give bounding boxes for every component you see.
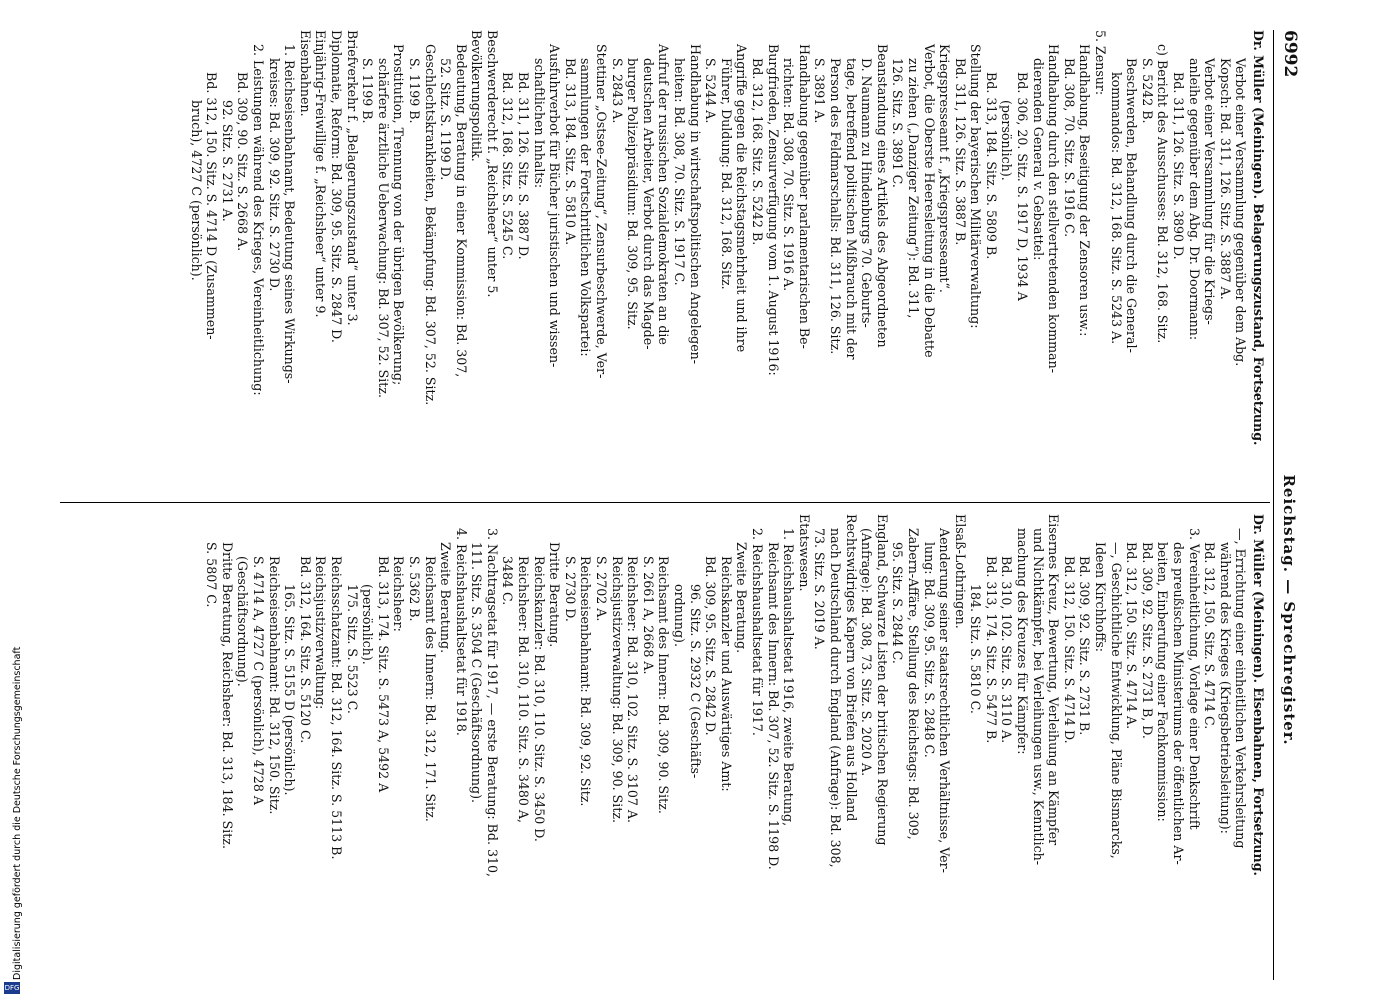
- index-line: Verbot einer Versammlung für die Kriegs-: [1202, 58, 1218, 325]
- index-line: Handhabung gegenüber parlamentarischen Be-: [796, 44, 812, 349]
- header-rule: [1273, 30, 1274, 980]
- index-line: (Anfrage): Bd. 308, 73. Sitz. S. 2020 A.: [859, 528, 875, 777]
- index-line: zu ziehen („Danziger Zeitung“): Bd. 311,: [905, 58, 921, 319]
- index-line: Burgfrieden, Zensurverfügung vom 1. August 1916:: [765, 44, 781, 376]
- index-line: Reichsamt des Innern: Bd. 312, 171. Sitz.: [422, 556, 438, 822]
- index-line: Verbot, die Oberste Heeresleitung in die Debatte: [921, 44, 937, 358]
- index-line: Bd. 313, 184. Sitz. S. 5809 B.: [983, 72, 999, 260]
- index-line: Elsaß-Lothringen.: [952, 514, 968, 629]
- index-line: 1. Reichshaushaltsetat 1916, zweite Beratung,: [781, 528, 797, 827]
- index-line: 3. Vereinheitlichung, Vorlage einer Denkschrift: [1186, 528, 1202, 830]
- index-line: Diplomatie, Reform: Bd. 309, 95. Sitz. S. 2847 D.: [328, 30, 344, 343]
- index-line: Bedeutung, Beratung in einer Kommission: Bd. 307,: [453, 44, 469, 378]
- page-number: 6992: [1280, 30, 1300, 78]
- index-line: (Geschäftsordnung).: [235, 556, 251, 687]
- index-line: S. 5362 B.: [406, 556, 422, 622]
- index-line: 52. Sitz. S. 1199 D.: [438, 58, 454, 181]
- index-line: 4. Reichshaushaltsetat für 1918.: [453, 528, 469, 736]
- index-line: Bd. 312, 168. Sitz. S. 5242 B.: [750, 58, 765, 246]
- index-line: Bd. 309, 90. Sitz. S. 2668 A.: [235, 72, 251, 252]
- index-line: Briefverkehr f. „Belagerungszustand“ unter 3.: [344, 30, 360, 326]
- index-line: Rechtswidriges Kapern von Briefen aus Holland: [843, 514, 859, 822]
- index-line: (persönlich).: [360, 584, 376, 665]
- index-line: Prostitution, Trennung von der übrigen Bevölkerung;: [391, 44, 407, 386]
- index-line: Stettiner „Ostsee-Zeitung“, Zensurbeschwerde, Ver-: [594, 44, 610, 379]
- index-line: Führer, Duldung: Bd. 312, 168. Sitz.: [718, 58, 734, 290]
- index-line: Reichsschatzamt: Bd. 312, 164. Sitz. S. 5113 B.: [328, 556, 344, 860]
- index-line: sammlungen der Fortschrittlichen Volkspartei:: [578, 58, 594, 357]
- index-line: Handhabung durch den stellvertretenden komman-: [1046, 44, 1062, 373]
- index-line: S. 5807 C.: [204, 542, 220, 608]
- index-line: Bd. 309, 95. Sitz. S. 2842 D.: [703, 556, 719, 736]
- index-line: 184. Sitz. S. 5810 C.: [968, 584, 984, 714]
- index-line: ordnung).: [672, 584, 688, 647]
- index-line: 73. Sitz. S. 2019 A.: [812, 528, 828, 650]
- index-line: Bd. 306, 20. Sitz. S. 1917 D, 1934 A: [1015, 72, 1031, 301]
- index-line: beiten, Einberufung einer Fachkommission:: [1155, 542, 1171, 822]
- index-line: Bd. 308, 70. Sitz. S. 1916 C.: [1061, 58, 1077, 238]
- index-line: Handhabung, Beseitigung der Zensoren usw.:: [1077, 44, 1093, 337]
- index-line: Ausfuhrverbot für Bücher juristischen und wissen-: [547, 44, 563, 368]
- index-line: 1. Reichseisenbahnamt, Bedeutung seines Wirkungs-: [282, 44, 298, 384]
- index-line: anleihe gegenüber dem Abg. Dr. Doormann:: [1186, 58, 1202, 341]
- index-line: Beanstandung eines Artikels des Abgeordneten: [874, 44, 890, 348]
- index-line: Bevölkerungspolitik.: [469, 30, 485, 162]
- index-line: 165. Sitz. S. 5155 D (persönlich).: [282, 584, 298, 796]
- right-column-entries: [204, 514, 1249, 974]
- index-line: —, Errichtung einer einheitlichen Verkehrsleitung: [1233, 528, 1249, 849]
- index-line: Bd. 310, 102. Sitz. S. 3110 A.: [999, 556, 1015, 744]
- index-line: c) Bericht des Ausschusses: Bd. 312, 168. Sitz.: [1155, 44, 1171, 344]
- index-line: Bd. 312, 150. Sitz. S. 4714 D.: [1061, 556, 1077, 744]
- index-line: Angriffe gegen die Reichstagsmehrheit und ihre: [734, 44, 750, 353]
- index-line: Bd. 313, 174. Sitz. S. 5477 B.: [983, 556, 999, 744]
- dfg-logo: DFG: [4, 984, 20, 992]
- index-line: Aenderung seiner staatsrechtlichen Verhältnisse, Ver-: [937, 528, 953, 873]
- index-line: 3. Nachtragsetat für 1917, — erste Beratung: Bd. 310,: [484, 528, 500, 878]
- index-line: S. 1199 B.: [360, 58, 376, 124]
- index-line: Zweite Beratung.: [438, 542, 454, 654]
- index-line: Beschwerden, Behandlung durch die General-: [1124, 58, 1140, 353]
- right-column: [204, 514, 1266, 974]
- index-line: 111. Sitz. S. 3504 C (Geschäftsordnung).: [469, 542, 485, 804]
- index-line: Dritte Beratung, Reichsheer: Bd. 313, 184. Sitz.: [219, 542, 235, 849]
- index-line: Bd. 312, 150. Sitz. S. 4714 C.: [1202, 542, 1218, 730]
- index-line: S. 5244 A.: [703, 58, 719, 124]
- index-line: dierenden General v. Gebsattel:: [1030, 58, 1046, 261]
- index-line: Reichseisenbahnamt: Bd. 309, 92. Sitz.: [578, 556, 594, 807]
- index-line: schaftlichen Inhalts:: [531, 58, 547, 189]
- index-line: Aufruf der russischen Sozialdemokraten an die: [656, 44, 672, 345]
- index-line: Kopsch: Bd. 311, 126. Sitz. S. 3887 A.: [1217, 58, 1233, 300]
- index-line: England, Schwarze Listen der britischen Regierung: [874, 514, 890, 846]
- index-line: kommandos: Bd. 312, 168. Sitz. S. 5243 A.: [1108, 72, 1124, 345]
- index-line: Reichsheer: Bd. 310, 102. Sitz. S. 3107 A.: [625, 556, 641, 823]
- index-line: 5. Zensur:: [1093, 30, 1109, 96]
- index-line: Stellung der bayerischen Militärverwaltung:: [968, 44, 984, 329]
- right-column-heading: Dr. Müller (Meiningen). Eisenbahnen, Fortsetzung.: [1251, 514, 1266, 876]
- index-line: S. 5242 B.: [1139, 58, 1155, 124]
- index-line: Handhabung in wirtschaftspolitischen Angelegen-: [687, 44, 703, 365]
- index-line: Bd. 313, 174. Sitz. S. 5473 A, 5492 A: [375, 556, 391, 793]
- index-line: deutschen Arbeiter, Verbot durch das Magde-: [640, 58, 656, 350]
- index-line: burger Polizeipräsidium: Bd. 309, 95. Sitz.: [625, 58, 641, 330]
- index-line: heiten: Bd. 308, 70. Sitz. S. 1917 C.: [672, 58, 688, 286]
- index-line: Reichsamt des Innern: Bd. 309, 90. Sitz.: [656, 556, 672, 814]
- index-line: machung des Kreuzes für Kämpfer:: [1015, 528, 1031, 755]
- index-line: Kriegspresseamt f. „Kriegspresseamt“.: [937, 44, 953, 293]
- index-line: S. 3891 A.: [812, 58, 828, 124]
- index-line: Eisernes Kreuz, Bewertung, Verleihung an Kämpfer: [1046, 514, 1062, 846]
- index-line: Reichsheer: Bd. 310, 110. Sitz. S. 3480 A,: [516, 556, 532, 823]
- column-divider: [60, 502, 1270, 503]
- index-line: Bd. 312, 168. Sitz. S. 5245 C.: [500, 72, 516, 260]
- index-line: Einjährig-Freiwillige f. „Reichsheer“ unter 9.: [313, 30, 329, 318]
- left-column-entries: [188, 30, 1248, 490]
- index-line: Reichsamt des Innern: Bd. 307, 52. Sitz. S. 1198 D.: [765, 542, 781, 870]
- index-line: Bd. 311, 126. Sitz. S. 3890 D.: [1171, 72, 1187, 260]
- left-column: [188, 30, 1266, 490]
- index-line: Beschwerderecht f. „Reichsheer“ unter 5.: [484, 30, 500, 298]
- index-line: 175. Sitz. S. 5523 C.: [344, 584, 360, 714]
- rotated-page-content: [60, 30, 1300, 980]
- index-line: und Nichtkämpfer, bei Verleihungen usw., Kenntlich-: [1030, 528, 1046, 866]
- index-line: Ideen Kirchhoffs:: [1093, 542, 1109, 653]
- index-line: 3484 C.: [500, 556, 516, 606]
- index-line: Reichskanzler und Auswärtiges Amt:: [718, 556, 734, 792]
- running-header: Reichstag. — Sprechregister.: [1280, 474, 1298, 746]
- index-line: 126. Sitz. S. 3891 C.: [890, 58, 906, 188]
- index-line: lung: Bd. 309, 95. Sitz. S. 2848 C.: [921, 542, 937, 758]
- index-line: Bd. 311, 126. Sitz. S. 3887 D.: [516, 72, 532, 260]
- index-line: bruch), 4727 C (persönlich).: [188, 100, 204, 281]
- left-column-heading: Dr. Müller (Meiningen). Belagerungszustand, Fortsetzung.: [1251, 30, 1266, 446]
- index-line: 96. Sitz. S. 2932 C (Geschäfts-: [687, 584, 703, 779]
- index-line: S. 2702 A.: [594, 556, 610, 622]
- index-line: 2. Reichshaushaltsetat für 1917.: [750, 528, 765, 736]
- index-line: Reichseisenbahnamt: Bd. 312, 150. Sitz.: [266, 556, 282, 815]
- index-line: Bd. 313, 184. Sitz. S. 5810 A.: [562, 58, 578, 246]
- index-line: Bd. 309, 92. Sitz. S. 2731 B.: [1077, 556, 1093, 736]
- index-line: Person des Feldmarschalls: Bd. 311, 126. Sitz.: [827, 58, 843, 355]
- index-line: S. 2730 D.: [562, 556, 578, 622]
- index-line: kreises: Bd. 309, 92. Sitz. S. 2730 D.: [266, 58, 282, 292]
- index-line: S. 1199 B.: [406, 58, 422, 124]
- index-line: Reichsjustizverwaltung:: [313, 556, 329, 710]
- index-line: Dritte Beratung.: [547, 542, 563, 648]
- index-line: schärfere ärztliche Ueberwachung: Bd. 307, 52. Sitz.: [375, 58, 391, 398]
- index-line: S. 2843 A.: [609, 58, 625, 124]
- index-line: Verbot einer Versammlung gegenüber dem Abg.: [1233, 58, 1249, 367]
- index-line: 95. Sitz. S. 2844 C.: [890, 542, 906, 664]
- index-line: Reichsheer:: [391, 556, 407, 632]
- index-line: 2. Leistungen während des Krieges, Vereinheitlichung:: [251, 44, 266, 396]
- index-line: Bd. 312, 150. Sitz. S. 4714 A.: [1124, 542, 1140, 730]
- index-line: S. 2661 A, 2668 A.: [640, 556, 656, 675]
- index-line: Eisenbahnen.: [297, 30, 313, 117]
- index-line: Zabern-Affäre, Stellung des Reichstags: Bd. 309,: [905, 528, 921, 840]
- index-line: Zweite Beratung.: [734, 542, 750, 654]
- index-line: Bd. 312, 164. Sitz. S. 5120 C.: [297, 556, 313, 744]
- index-line: Reichskanzler: Bd. 310, 110. Sitz. S. 3450 D.: [531, 556, 547, 842]
- index-line: Bd. 311, 126. Sitz. S. 3887 B.: [952, 58, 968, 246]
- index-line: während des Krieges (Kriegsbetriebsleitung):: [1217, 542, 1233, 834]
- index-line: —, Geschichtliche Entwicklung, Pläne Bismarcks,: [1108, 542, 1124, 859]
- index-line: (persönlich).: [999, 100, 1015, 181]
- index-line: 92. Sitz. S. 2731 A.: [219, 100, 235, 222]
- index-line: richten: Bd. 308, 70. Sitz. S. 1916 A.: [781, 58, 797, 292]
- index-line: Etatswesen.: [796, 514, 812, 592]
- index-line: des preußischen Ministeriums der öffentlichen Ar-: [1171, 542, 1187, 865]
- index-line: tage, betreffend politischen Mißbrauch mit der: [843, 58, 859, 360]
- index-line: S. 4714 A, 4727 C (persönlich), 4728 A: [251, 556, 266, 805]
- digitization-credit: Digitalisierung gefördert durch die Deutsche Forschungsgemeinschaft: [12, 646, 23, 980]
- index-line: Geschlechtskrankheiten, Bekämpfung: Bd. 307, 52. Sitz.: [422, 44, 438, 406]
- index-line: nach Deutschland durch England (Anfrage): Bd. 308,: [827, 528, 843, 868]
- index-line: Reichsjustizverwaltung: Bd. 309, 90. Sitz.: [609, 556, 625, 824]
- index-line: Bd. 309, 92. Sitz. S. 2731 B, D.: [1139, 542, 1155, 739]
- index-line: D. Naumann zu Hindenburgs 70. Geburts-: [859, 58, 875, 328]
- index-line: Bd. 312, 150. Sitz. S. 4714 D (Zusammen-: [204, 72, 220, 340]
